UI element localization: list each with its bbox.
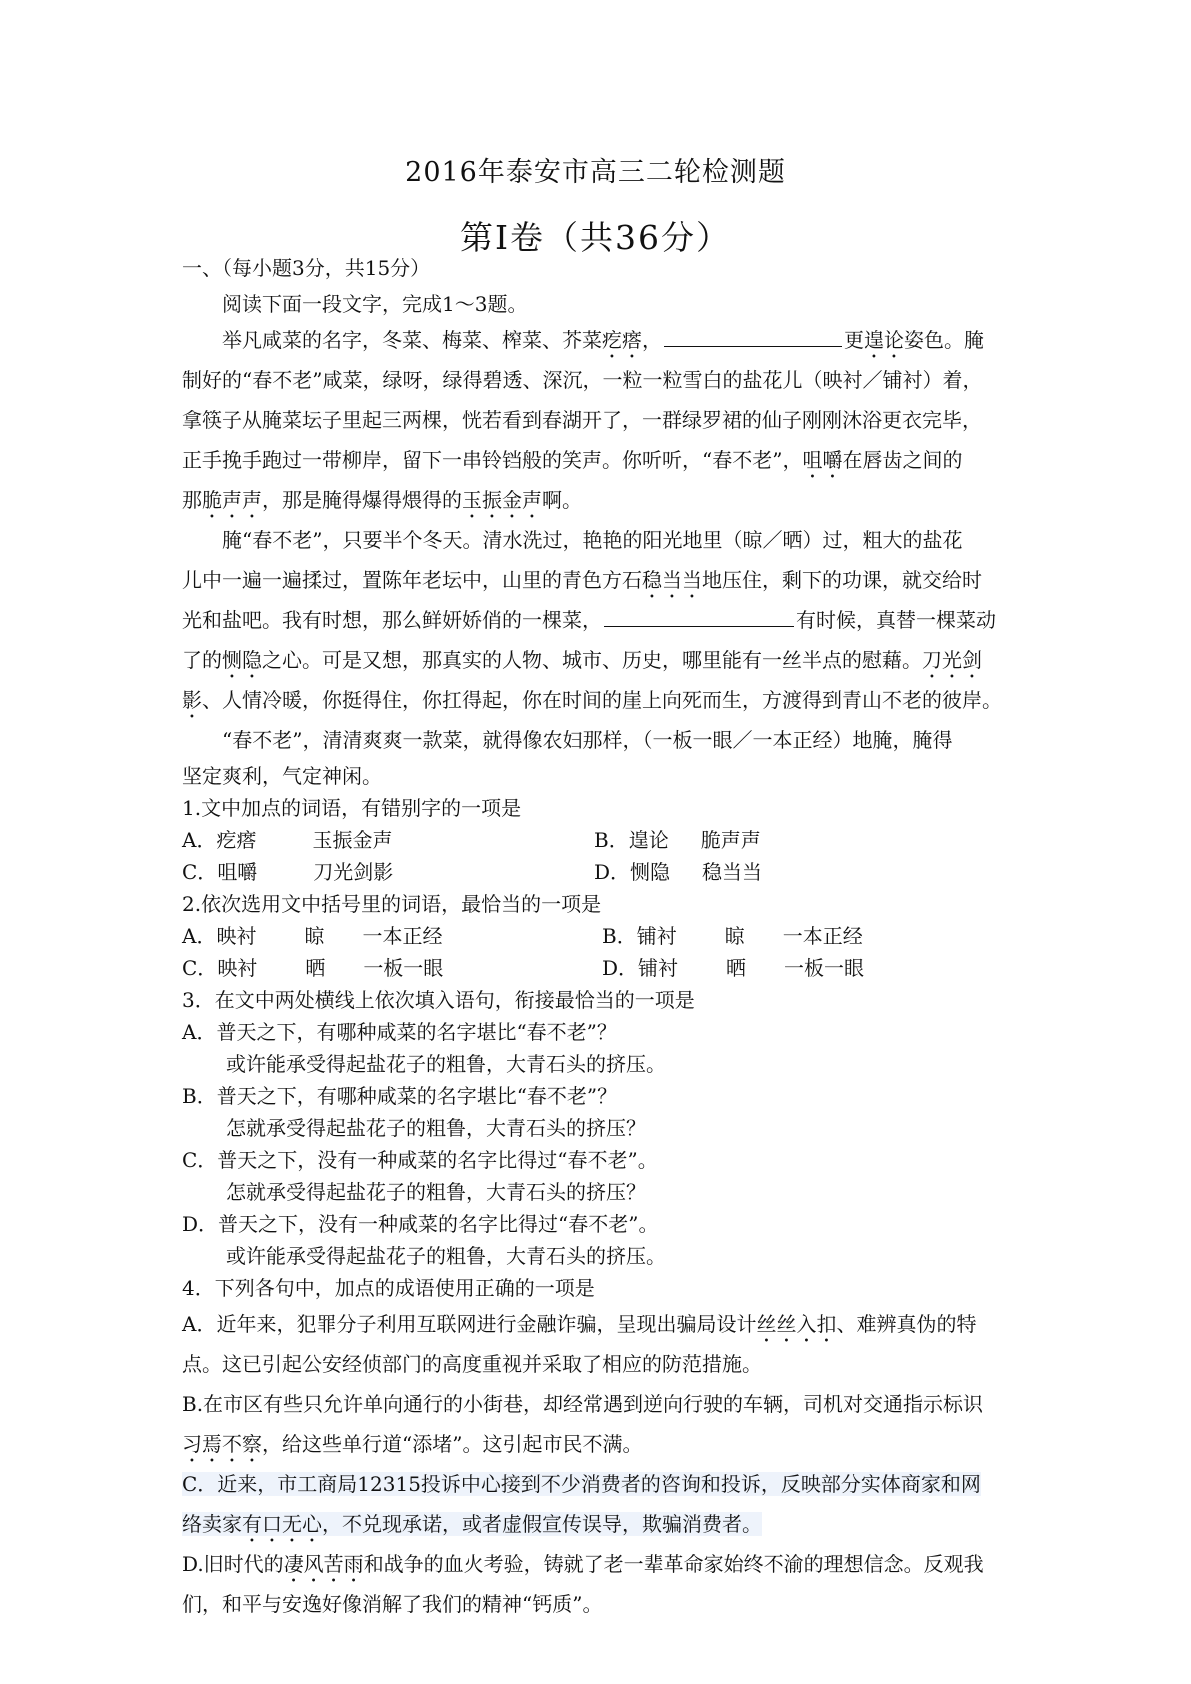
passage-line: 制好的“春不老”咸菜，绿呀，绿得碧透、深沉，一粒一粒雪白的盐花儿（映衬／铺衬）着， <box>182 368 983 392</box>
question-2-options-ab <box>182 920 1017 952</box>
q1-option-a[interactable]: A．疙瘩 玉振金声 <box>182 828 393 852</box>
q2-option-b[interactable]: B．铺衬 晾 一本正经 <box>602 924 863 948</box>
question-3-stem: 3．在文中两处横线上依次填入语句，衔接最恰当的一项是 <box>182 988 695 1012</box>
passage-line: “春不老”，清清爽爽一款菜，就得像农妇那样，（一板一眼／一本正经）地腌，腌得 <box>222 728 953 752</box>
dotted-idiom: 有口无心 <box>242 1512 322 1536</box>
q3-option-a-cont: 或许能承受得起盐花子的粗鲁，大青石头的挤压。 <box>226 1052 666 1076</box>
section-instruction: 阅读下面一段文字，完成1～3题。 <box>222 292 528 316</box>
exam-body <box>182 248 1017 1624</box>
dotted-word: 脆声声 <box>202 488 262 512</box>
question-1-options-cd <box>182 856 1017 888</box>
q2-option-d[interactable]: D．铺衬 晒 一板一眼 <box>602 956 865 980</box>
q4-option-a-cont: 点。这已引起公安经侦部门的高度重视并采取了相应的防范措施。 <box>182 1352 762 1376</box>
q3-option-c-cont: 怎就承受得起盐花子的粗鲁，大青石头的挤压？ <box>226 1180 646 1204</box>
q2-option-c[interactable]: C．映衬 晒 一板一眼 <box>182 956 444 980</box>
q4-option-b[interactable]: B.在市区有些只允许单向通行的小街巷，却经常遇到逆向行驶的车辆，司机对交通指示标识 <box>182 1392 984 1416</box>
q4-option-c-cont: 络卖家有口无心，不兑现承诺，或者虚假宣传误导，欺骗消费者。 <box>182 1512 762 1536</box>
passage-line: 那脆声声，那是腌得爆得煨得的玉振金声啊。 <box>182 488 582 512</box>
fill-blank-1 <box>664 324 842 347</box>
dotted-idiom: 凄风苦雨 <box>283 1552 364 1576</box>
passage-line: 拿筷子从腌菜坛子里起三两棵，恍若看到春湖开了，一群绿罗裙的仙子刚刚沐浴更衣完毕， <box>182 408 982 432</box>
question-2-options-cd <box>182 952 1017 984</box>
q4-option-b-cont: 习焉不察，给这些单行道“添堵”。这引起市民不满。 <box>182 1432 643 1456</box>
exam-subtitle: 第Ⅰ卷（共36分） <box>459 218 732 257</box>
question-1-options-ab <box>182 824 1017 856</box>
q4-option-d-cont: 们，和平与安逸好像消解了我们的精神“钙质”。 <box>182 1592 603 1616</box>
dotted-word: 刀光剑 <box>922 648 982 672</box>
dotted-word: 玉振金声 <box>462 488 542 512</box>
q3-option-c[interactable]: C．普天之下，没有一种咸菜的名字比得过“春不老”。 <box>182 1148 658 1172</box>
q3-option-d-cont: 或许能承受得起盐花子的粗鲁，大青石头的挤压。 <box>226 1244 666 1268</box>
passage-line: 光和盐吧。我有时想，那么鲜妍娇俏的一棵菜， 有时候，真替一棵菜动 <box>182 600 1017 640</box>
question-2-stem: 2.依次选用文中括号里的词语，最恰当的一项是 <box>182 892 602 916</box>
q4-option-d[interactable]: D.旧时代的凄风苦雨和战争的血火考验，铸就了老一辈革命家始终不渝的理想信念。反观我 <box>182 1552 984 1576</box>
q4-option-a[interactable]: A．近年来，犯罪分子利用互联网进行金融诈骗，呈现出骗局设计丝丝入扣、难辨真伪的特 <box>182 1312 977 1336</box>
q3-option-b-cont: 怎就承受得起盐花子的粗鲁，大青石头的挤压？ <box>226 1116 646 1140</box>
dotted-word: 咀嚼 <box>802 448 843 472</box>
passage-line: 儿中一遍一遍揉过，置陈年老坛中，山里的青色方石稳当当地压住，剩下的功课，就交给时 <box>182 568 982 592</box>
dotted-word: 恻隐 <box>222 648 262 672</box>
q1-option-d[interactable]: D．恻隐 稳当当 <box>594 860 763 884</box>
passage-line: 举凡咸菜的名字，冬菜、梅菜、榨菜、芥菜疙瘩， 更遑论姿色。腌 <box>182 320 1017 360</box>
q2-option-a[interactable]: A．映衬 晾 一本正经 <box>182 924 443 948</box>
q1-option-c[interactable]: C．咀嚼 刀光剑影 <box>182 860 394 884</box>
passage-line: 腌“春不老”，只要半个冬天。清水洗过，艳艳的阳光地里（晾／晒）过，粗大的盐花 <box>222 528 963 552</box>
q3-option-b[interactable]: B．普天之下，有哪种咸菜的名字堪比“春不老”？ <box>182 1084 618 1108</box>
q1-option-b[interactable]: B．遑论 脆声声 <box>594 828 761 852</box>
passage-line: 了的恻隐之心。可是又想，那真实的人物、城市、历史，哪里能有一丝半点的慰藉。刀光剑 <box>182 648 982 672</box>
dotted-word: 影 <box>182 688 202 712</box>
question-4-stem: 4．下列各句中，加点的成语使用正确的一项是 <box>182 1276 595 1300</box>
question-1-stem: 1.文中加点的词语，有错别字的一项是 <box>182 796 522 820</box>
q4-option-c[interactable]: C．近来，市工商局12315投诉中心接到不少消费者的咨询和投诉，反映部分实体商家和网 <box>182 1472 981 1496</box>
q3-option-d[interactable]: D．普天之下，没有一种咸菜的名字比得过“春不老”。 <box>182 1212 659 1236</box>
dotted-word: 遑论 <box>864 328 904 352</box>
q3-option-a[interactable]: A．普天之下，有哪种咸菜的名字堪比“春不老”？ <box>182 1020 617 1044</box>
passage-line: 正手挽手跑过一带柳岸，留下一串铃铛般的笑声。你听听，“春不老”，咀嚼在唇齿之间的 <box>182 448 963 472</box>
dotted-word: 疙瘩 <box>602 328 642 352</box>
dotted-idiom: 丝丝入扣 <box>756 1312 837 1336</box>
section-heading: 一、（每小题3分，共15分） <box>182 256 431 280</box>
passage-line: 坚定爽利，气定神闲。 <box>182 764 382 788</box>
dotted-idiom: 习焉不察 <box>182 1432 262 1456</box>
exam-title: 2016年泰安市高三二轮检测题 <box>405 157 786 188</box>
passage-line: 影、人情冷暖，你挺得住，你扛得起，你在时间的崖上向死而生，方渡得到青山不老的彼岸。 <box>182 688 1002 712</box>
dotted-word: 稳当当 <box>642 568 702 592</box>
fill-blank-2 <box>604 604 794 627</box>
